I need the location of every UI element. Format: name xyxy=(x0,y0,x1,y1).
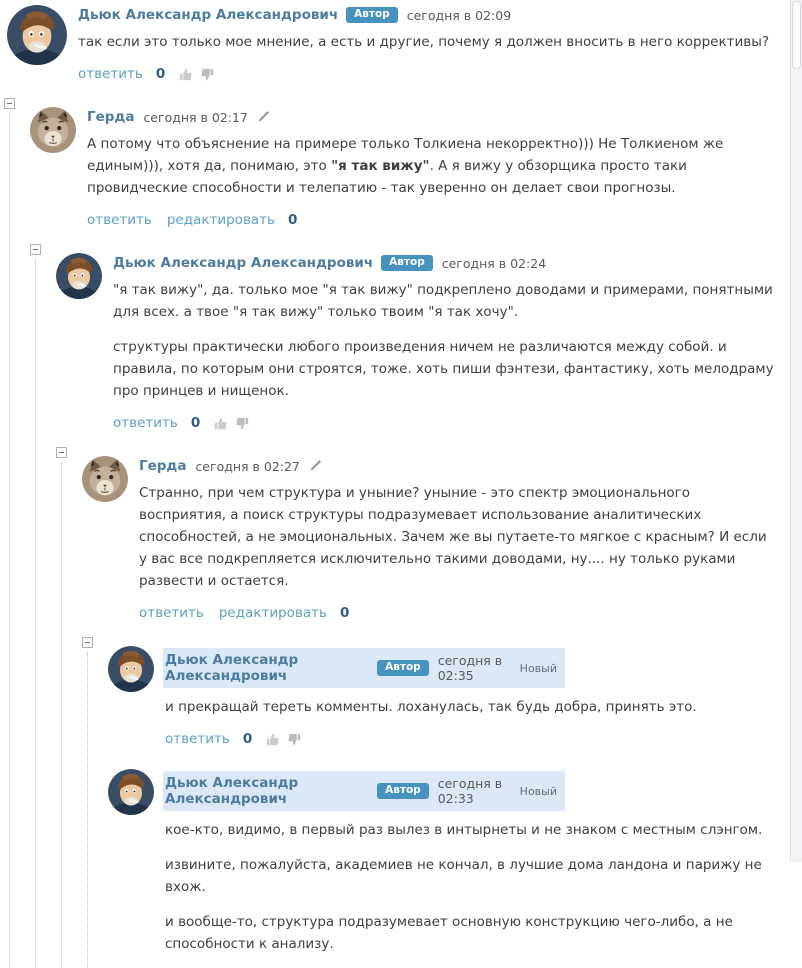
thread-rail xyxy=(61,462,62,968)
reply-link[interactable]: ответить xyxy=(87,212,152,228)
timestamp: сегодня в 02:35 xyxy=(437,653,503,683)
comment-header xyxy=(87,109,776,125)
collapse-toggle-icon[interactable] xyxy=(4,98,15,109)
timestamp: сегодня в 02:33 xyxy=(437,776,503,806)
thread-branch xyxy=(56,447,776,968)
author-link[interactable]: Дьюк Александр Александрович xyxy=(165,775,299,807)
author-link[interactable]: Герда xyxy=(87,109,135,125)
vote-count: 0 xyxy=(190,415,201,431)
edit-link[interactable]: редактировать xyxy=(166,212,275,228)
avatar[interactable] xyxy=(82,456,128,502)
comment-body: Странно, при чем структура и уныние? уныние - это спектр эмоционального восприятия, а поиск структуры подразумевает использование аналитических способностей, а не эмоциональных. Зачем же вы путаете-то мягкое с красным? И если у вас все подкрепляется исключительно такими доводами, ну.... ну только руками развести и остается. xyxy=(139,485,767,589)
scrollbar-track[interactable] xyxy=(790,0,802,862)
comment xyxy=(4,5,776,86)
comment xyxy=(56,253,776,435)
timestamp: сегодня в 02:24 xyxy=(441,255,547,271)
thumb-down-icon[interactable] xyxy=(287,732,302,747)
comment-header xyxy=(78,7,776,23)
thread-branch xyxy=(30,244,776,968)
author-badge: Автор xyxy=(377,783,429,799)
new-comment-badge: Новый xyxy=(519,784,557,798)
comment-header-new xyxy=(163,648,565,688)
vote-count: 0 xyxy=(242,731,253,747)
avatar[interactable] xyxy=(30,107,76,153)
comment-new xyxy=(108,646,776,751)
thumb-up-icon[interactable] xyxy=(178,67,193,82)
author-badge: Автор xyxy=(377,660,429,676)
vote-count: 0 xyxy=(340,605,350,621)
reply-link[interactable]: ответить xyxy=(165,731,230,747)
thread-branch xyxy=(82,637,776,968)
vote-count: 0 xyxy=(155,66,166,82)
comment-body: "я так вижу", да. только мое "я так вижу" подкреплено доводами и примерами, понятными для всех. а твое "я так вижу" только твоим "я так хочу". структуры практически любого произведения ничем не различаются между собой. и правила, по которым они строятся, тоже. хоть пиши фэнтези, фантастику, хоть мелодраму про принцев и нищенок. xyxy=(113,282,774,399)
pencil-icon[interactable] xyxy=(308,459,322,473)
comment-body: и прекращай тереть комменты. лоханулась, так будь добра, принять это. xyxy=(165,699,697,715)
comment-new xyxy=(108,769,776,968)
timestamp: сегодня в 02:27 xyxy=(195,458,300,474)
new-comment-badge: Новый xyxy=(519,661,557,675)
thread-rail xyxy=(87,652,88,968)
pencil-icon[interactable] xyxy=(256,110,270,124)
comment-header xyxy=(139,458,776,474)
avatar[interactable] xyxy=(108,646,154,692)
timestamp: сегодня в 02:09 xyxy=(406,7,512,23)
edit-link[interactable]: редактировать xyxy=(218,605,327,621)
collapse-toggle-icon[interactable] xyxy=(82,637,93,648)
avatar[interactable] xyxy=(56,253,102,299)
thumb-down-icon[interactable] xyxy=(200,67,215,82)
scrollbar-thumb[interactable] xyxy=(792,1,801,69)
avatar[interactable] xyxy=(7,5,67,65)
author-link[interactable]: Дьюк Александр Александрович xyxy=(78,7,339,23)
comment-header-new xyxy=(163,771,565,811)
collapse-toggle-icon[interactable] xyxy=(56,447,67,458)
avatar[interactable] xyxy=(108,769,154,815)
collapse-toggle-icon[interactable] xyxy=(30,244,41,255)
comment-body: кое-кто, видимо, в первый раз вылез в интырнеты и не знаком с местным слэнгом. извините, пожалуйста, академиев не кончал, в лучшие дома ландона и парижу не вхож. и вообще-то, структура подразумевает основную конструкцию чего-либо, а не способности к анализу. xyxy=(165,822,763,952)
thread-branch xyxy=(4,98,776,968)
comment-body: так если это только мое мнение, а есть и другие, почему я должен вносить в него коррективы? xyxy=(78,34,770,50)
comment-header xyxy=(113,255,776,271)
author-link[interactable]: Дьюк Александр Александрович xyxy=(113,255,374,271)
reply-link[interactable]: ответить xyxy=(113,415,178,431)
comment xyxy=(30,107,776,232)
author-link[interactable]: Дьюк Александр Александрович xyxy=(165,652,299,684)
reply-link[interactable]: ответить xyxy=(78,66,143,82)
thumb-up-icon[interactable] xyxy=(213,416,228,431)
timestamp: сегодня в 02:17 xyxy=(143,109,248,125)
comment-body: А потому что объяснение на примере только Толкиена некорректно))) Не Толкиеном же единым))), хотя да, понимаю, это "я так вижу". А я вижу у обзорщика просто таки провидческие способности и телепатию - так уверенно он делает свои прогнозы. xyxy=(87,136,724,196)
thread-rail xyxy=(9,113,10,968)
reply-link[interactable]: ответить xyxy=(139,605,204,621)
author-badge: Автор xyxy=(346,7,398,23)
author-link[interactable]: Герда xyxy=(139,458,187,474)
author-badge: Автор xyxy=(381,255,433,271)
vote-count: 0 xyxy=(288,212,298,228)
thumb-up-icon[interactable] xyxy=(265,732,280,747)
comment xyxy=(82,456,776,625)
thumb-down-icon[interactable] xyxy=(235,416,250,431)
